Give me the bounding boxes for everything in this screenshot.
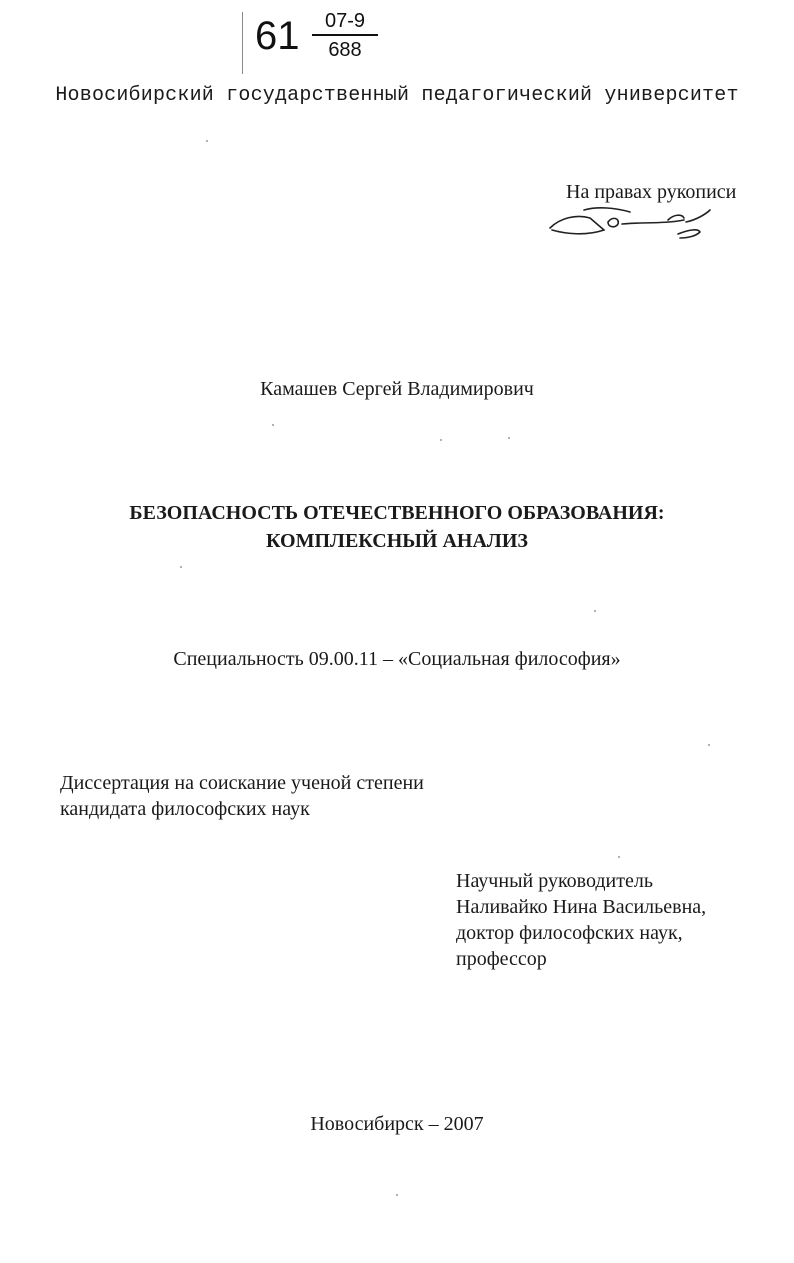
degree-statement	[60, 770, 424, 822]
author-name: Камашев Сергей Владимирович	[260, 378, 534, 400]
title-line-2: КОМПЛЕКСНЫЙ АНАЛИЗ	[266, 530, 528, 552]
stamp-fraction-bar	[312, 34, 378, 36]
degree-line-2: кандидата философских наук	[60, 798, 310, 820]
university-name: Новосибирский государственный педагогический университет	[55, 84, 739, 107]
stamp-rule	[242, 12, 243, 74]
advisor-role: Научный руководитель	[456, 870, 653, 892]
title-line-1: БЕЗОПАСНОСТЬ ОТЕЧЕСТВЕННОГО ОБРАЗОВАНИЯ:	[129, 502, 665, 524]
handwritten-signature	[546, 200, 716, 248]
stamp-numerator: 07-9	[324, 10, 366, 32]
degree-line-1: Диссертация на соискание ученой степени	[60, 772, 424, 794]
scientific-advisor	[456, 868, 706, 972]
scan-speck	[440, 439, 442, 441]
scan-speck	[396, 1194, 398, 1196]
scan-speck	[508, 437, 510, 439]
archive-stamp-fraction	[312, 10, 378, 61]
stamp-denominator: 688	[328, 39, 362, 61]
scan-speck	[272, 424, 274, 426]
specialty: Специальность 09.00.11 – «Социальная философия»	[173, 648, 621, 670]
advisor-degree: доктор философских наук,	[456, 922, 683, 944]
scan-speck	[708, 744, 710, 746]
place-year: Новосибирск – 2007	[310, 1113, 484, 1135]
archive-stamp-code: 61	[255, 14, 300, 58]
scan-speck	[180, 566, 182, 568]
rights-note: На правах рукописи	[566, 181, 737, 203]
advisor-rank: профессор	[456, 948, 547, 970]
advisor-name: Наливайко Нина Васильевна,	[456, 896, 707, 918]
scan-speck	[618, 856, 620, 858]
scan-speck	[206, 140, 208, 142]
dissertation-title	[0, 499, 794, 555]
scan-speck	[594, 610, 596, 612]
